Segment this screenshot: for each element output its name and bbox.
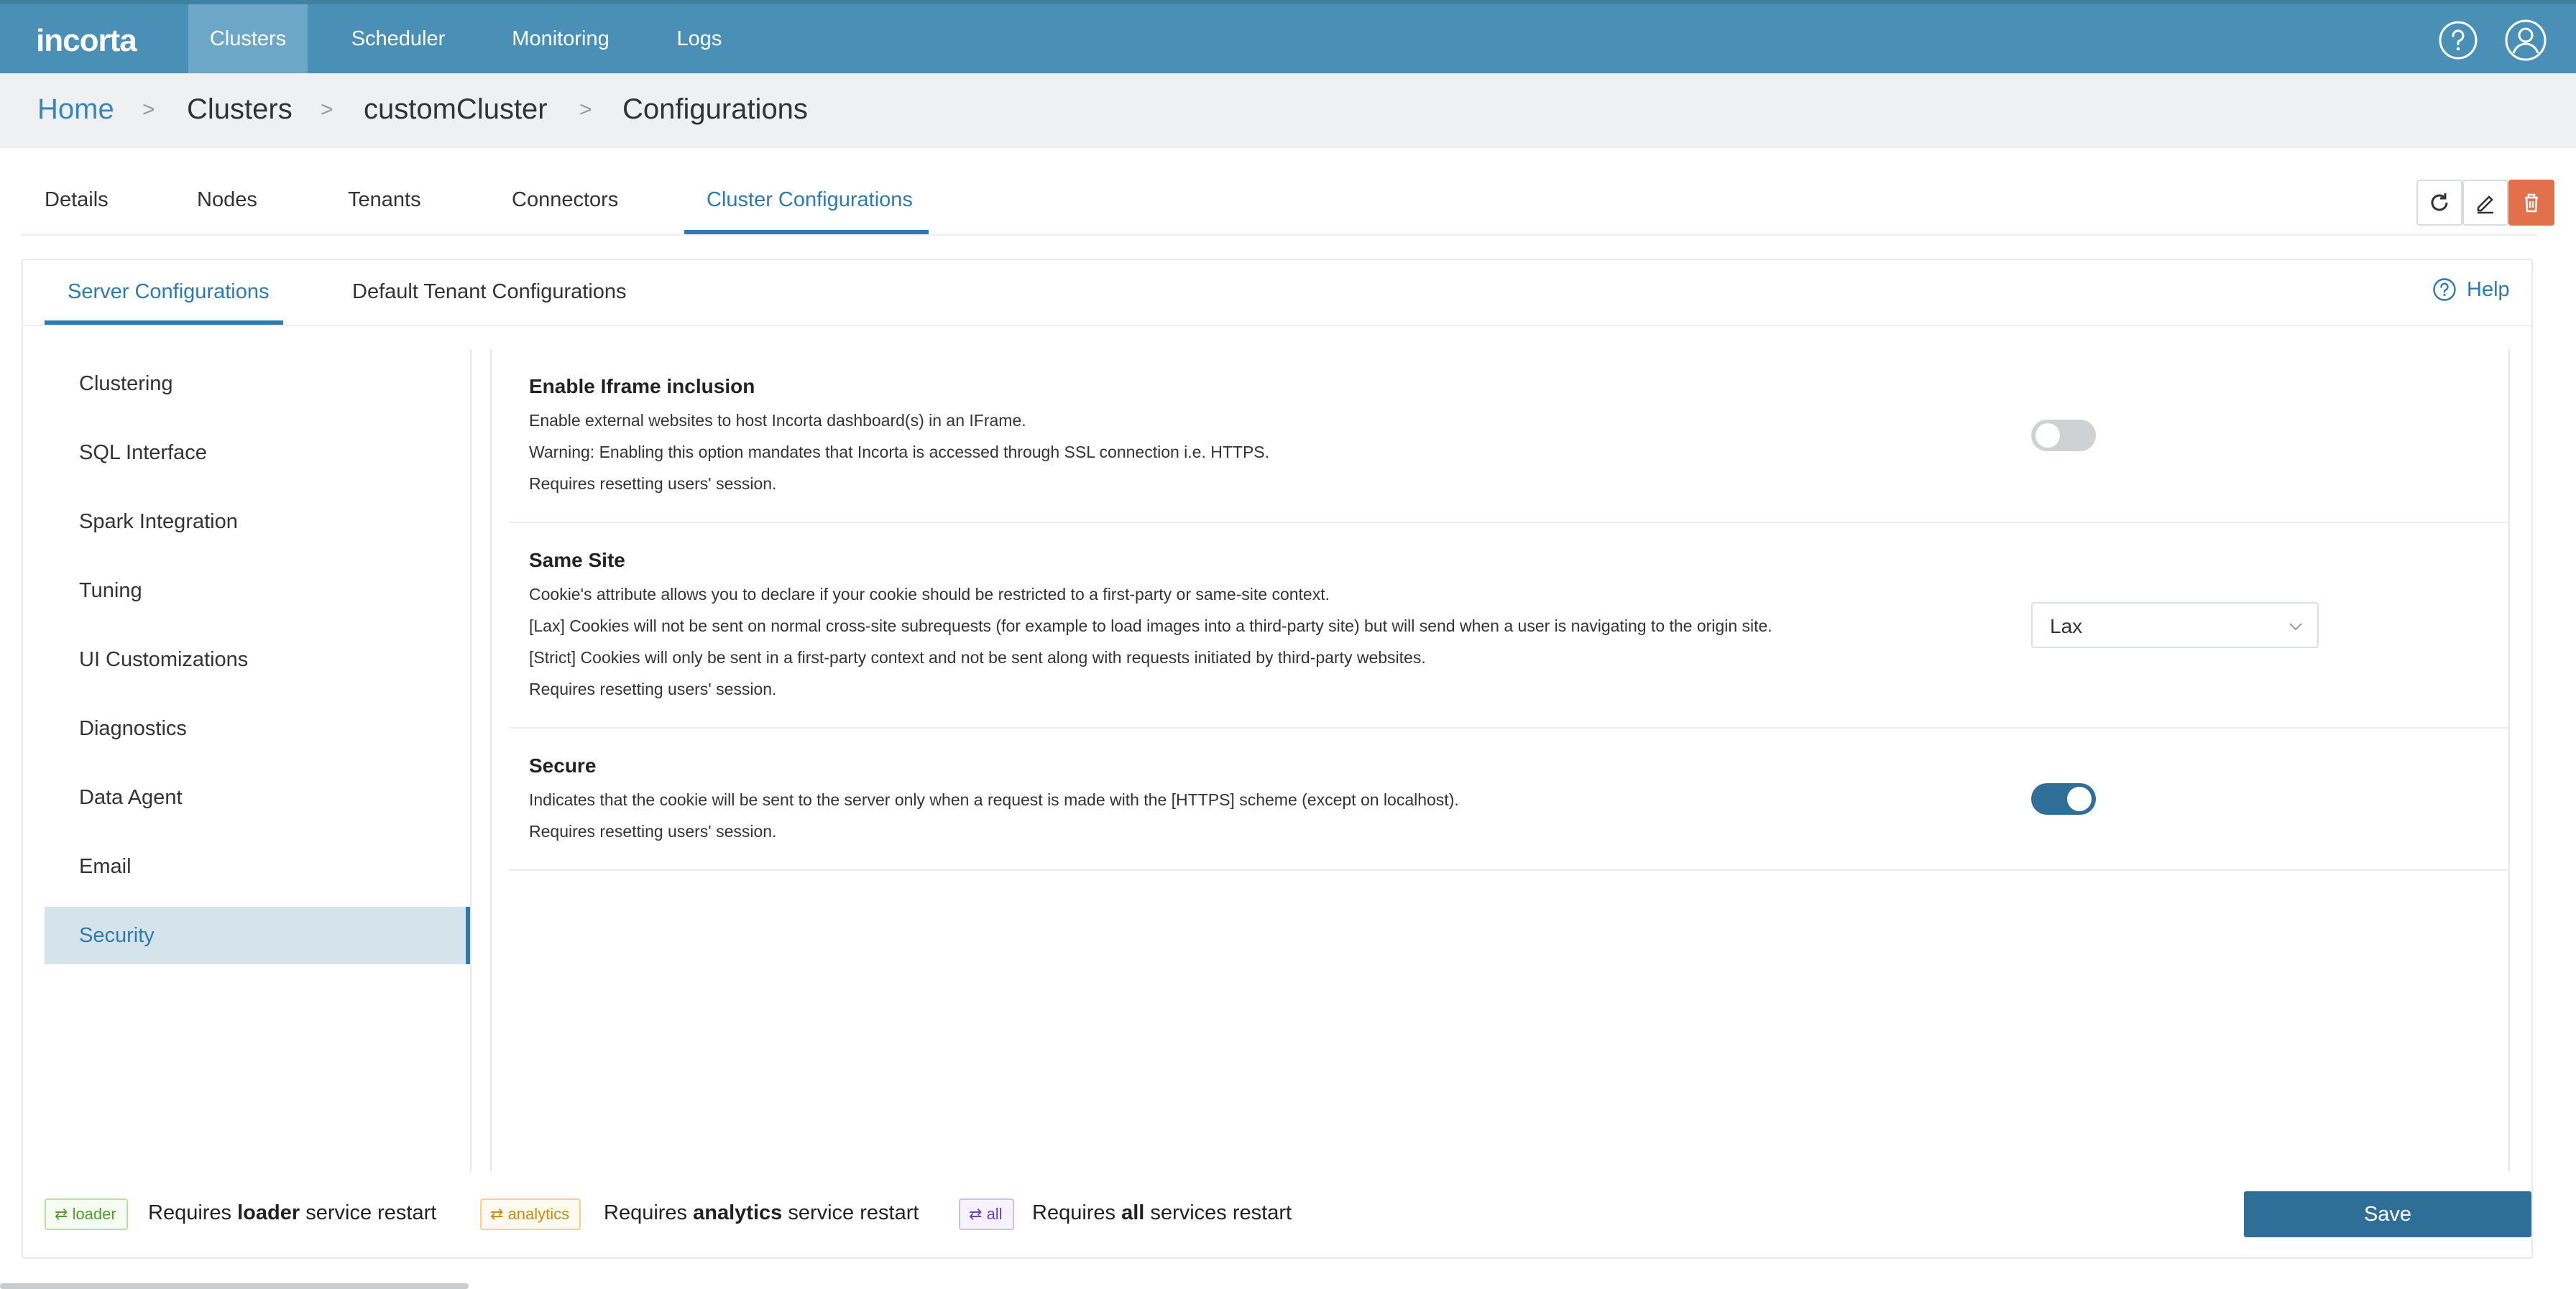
subtabs-divider [23,325,2531,326]
help-icon[interactable] [2438,20,2478,60]
edit-icon [2473,190,2498,215]
samesite-setting-lax: [Lax] Cookies will not be sent on normal cross-site subrequests (for example to load images into a third-party site) but will send when a user is navigating to the origin site. [529,616,1772,635]
help-circle-icon [2432,277,2457,302]
breadcrumb-configurations: Configurations [622,93,808,125]
restart-icon: ⇄ [969,1205,983,1223]
content-scroll-border [2508,349,2510,1171]
subtab-server-configurations[interactable]: Server Configurations [68,280,270,303]
edit-button[interactable] [2462,180,2508,226]
iframe-setting-title: Enable Iframe inclusion [529,375,755,397]
breadcrumb-separator: > [142,98,155,121]
breadcrumb-clusters[interactable]: Clusters [187,93,293,125]
help-link[interactable] [2432,277,2510,302]
secure-setting-note: Requires resetting users' session. [529,822,777,841]
analytics-restart-legend: Requires analytics service restart [604,1201,919,1224]
subtab-default-tenant-configurations[interactable]: Default Tenant Configurations [352,280,627,303]
sidebar-item-spark-integration[interactable]: Spark Integration [79,510,238,533]
sidebar-item-security[interactable]: Security [45,907,470,964]
loader-restart-badge: ⇄ loader [45,1198,128,1230]
sidebar-divider [470,349,472,1171]
row-divider [509,869,2510,871]
tab-nodes[interactable]: Nodes [197,188,257,211]
user-profile-icon[interactable] [2504,19,2547,62]
tab-details[interactable]: Details [45,188,109,211]
sidebar-item-email[interactable]: Email [79,855,132,878]
tab-connectors[interactable]: Connectors [512,188,619,211]
sidebar-item-sql-interface[interactable]: SQL Interface [79,441,207,464]
all-restart-badge: ⇄ all [959,1198,1014,1230]
loader-restart-legend: Requires loader service restart [148,1201,437,1224]
row-divider [509,522,2510,523]
delete-button[interactable] [2508,180,2554,226]
help-label: Help [2467,277,2510,301]
tab-tenants[interactable]: Tenants [348,188,421,211]
tab-cluster-configurations[interactable]: Cluster Configurations [707,188,913,211]
toggle-knob [2067,787,2092,811]
horizontal-scrollbar[interactable] [0,1283,469,1289]
refresh-icon [2427,190,2452,215]
iframe-setting-warning: Warning: Enabling this option mandates that Incorta is accessed through SSL connection i.e. HTTPS. [529,443,1270,461]
delete-icon [2519,190,2544,215]
all-restart-legend: Requires all services restart [1032,1201,1292,1224]
secure-setting-title: Secure [529,754,597,777]
secure-cookie-toggle[interactable] [2031,783,2096,815]
sidebar-item-diagnostics[interactable]: Diagnostics [79,717,187,740]
save-button[interactable]: Save [2244,1191,2531,1237]
secure-setting-description: Indicates that the cookie will be sent to the server only when a request is made with the [HTTPS] scheme (except on localhost). [529,790,1459,809]
iframe-setting-description: Enable external websites to host Incorta dashboard(s) in an IFrame. [529,411,1026,430]
restart-icon: ⇄ [490,1205,504,1223]
breadcrumb-customcluster[interactable]: customCluster [364,93,548,125]
tabs-divider [22,234,2537,236]
samesite-setting-strict: [Strict] Cookies will only be sent in a first-party context and not be sent along with requests initiated by third-party websites. [529,648,1426,667]
sidebar-item-tuning[interactable]: Tuning [79,579,142,602]
samesite-setting-description: Cookie's attribute allows you to declare if your cookie should be restricted to a first-party or same-site context. [529,585,1330,604]
iframe-inclusion-toggle[interactable] [2031,420,2096,451]
breadcrumb-home[interactable]: Home [37,93,114,125]
chevron-down-icon [2287,618,2304,635]
restart-icon: ⇄ [55,1205,68,1223]
sidebar-item-clustering[interactable]: Clustering [79,372,173,395]
samesite-setting-title: Same Site [529,549,625,571]
nav-logs[interactable]: Logs [676,27,722,50]
samesite-selected-value: Lax [2050,615,2083,637]
samesite-setting-note: Requires resetting users' session. [529,680,777,698]
row-divider [509,727,2510,729]
nav-clusters[interactable]: Clusters [188,4,308,73]
refresh-button[interactable] [2416,180,2462,226]
samesite-select[interactable] [2031,602,2319,648]
top-navigation-bar [0,0,2576,73]
nav-monitoring[interactable]: Monitoring [512,27,610,50]
nav-scheduler[interactable]: Scheduler [351,27,446,50]
incorta-logo[interactable]: incorta [36,23,137,58]
breadcrumb-separator: > [579,98,592,121]
sidebar-item-ui-customizations[interactable]: UI Customizations [79,648,249,671]
iframe-setting-note: Requires resetting users' session. [529,474,777,493]
analytics-restart-badge: ⇄ analytics [480,1198,581,1230]
sidebar-item-data-agent[interactable]: Data Agent [79,786,183,809]
toggle-knob [2036,423,2060,448]
active-tab-indicator [684,230,929,234]
active-subtab-indicator [45,320,283,325]
content-left-border [490,349,492,1171]
breadcrumb-separator: > [321,98,334,121]
breadcrumb [0,73,2576,148]
